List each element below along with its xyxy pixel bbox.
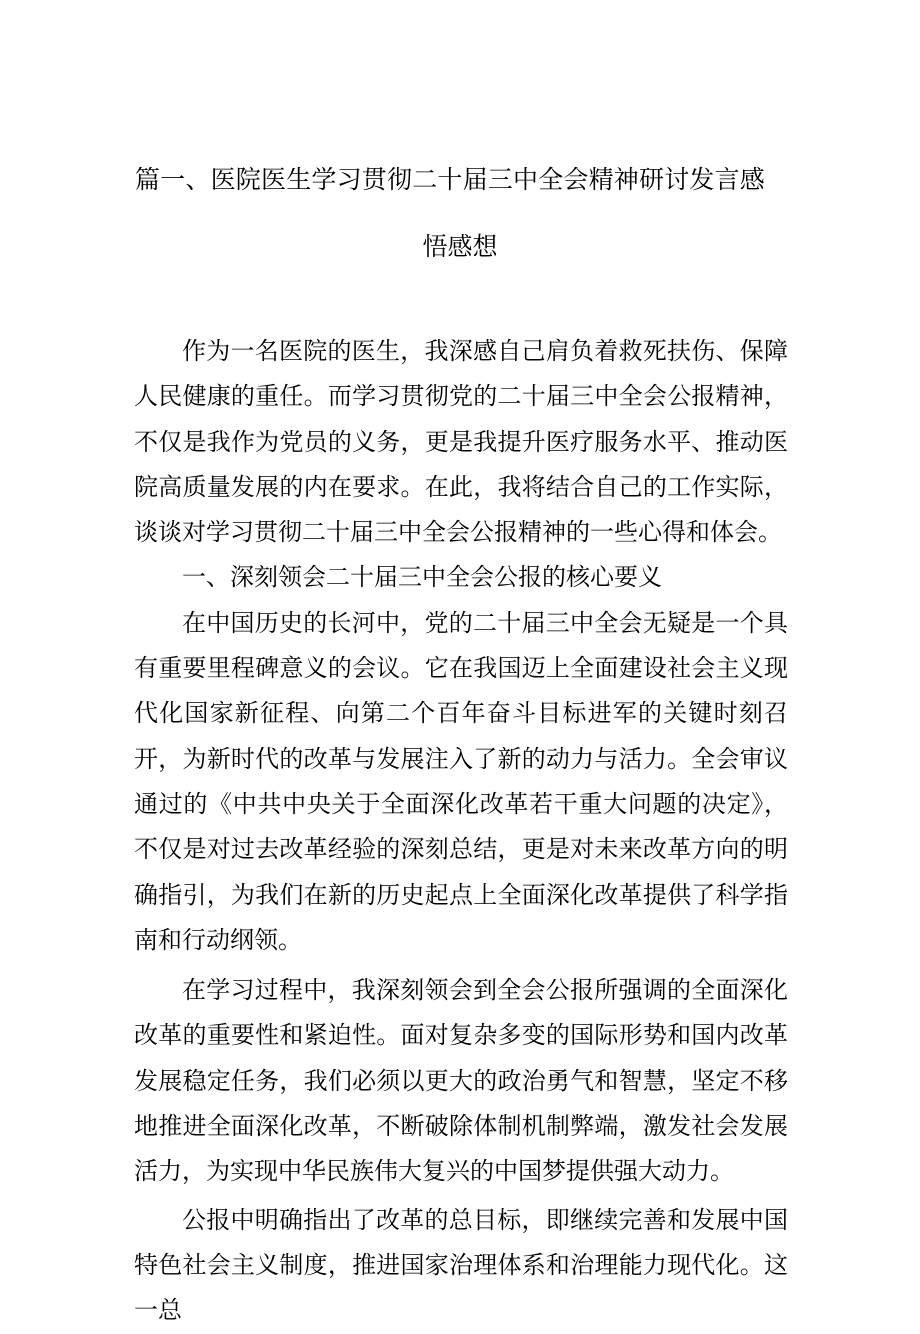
document-body [134,329,788,1334]
document-title-line-2: 悟感想 [422,232,498,261]
paragraph-learning-process: 在学习过程中，我深刻领会到全会公报所强调的全面深化改革的重要性和紧迫性。面对复杂多变的国际形势和国内改革发展稳定任务，我们必须以更大的政治勇气和智慧，坚定不移地推进全面深化改革，不断破除体制机制弊端，激发社会发展活力，为实现中华民族伟大复兴的中国梦提供强大动力。 [134,976,788,1186]
paragraph-plenum-significance: 在中国历史的长河中，党的二十届三中全会无疑是一个具有重要里程碑意义的会议。它在我国迈上全面建设社会主义现代化国家新征程、向第二个百年奋斗目标进军的关键时刻召开，为新时代的改革与发展注入了新的动力与活力。全会审议通过的《中共中央关于全面深化改革若干重大问题的决定》，不仅是对过去改革经验的深刻总结，更是对未来改革方向的明确指引，为我们在新的历史起点上全面深化改革提供了科学指南和行动纲领。 [134,608,788,954]
paragraph-reform-goal: 公报中明确指出了改革的总目标，即继续完善和发展中国特色社会主义制度，推进国家治理体系和治理能力现代化。这一总 [134,1205,788,1325]
paragraph-intro: 作为一名医院的医生，我深感自己肩负着救死扶伤、保障人民健康的重任。而学习贯彻党的二十届三中全会公报精神，不仅是我作为党员的义务，更是我提升医疗服务水平、推动医院高质量发展的内在要求。在此，我将结合自己的工作实际，谈谈对学习贯彻二十届三中全会公报精神的一些心得和体会。 [134,337,788,547]
section-heading-1: 一、深刻领会二十届三中全会公报的核心要义 [182,563,662,592]
document-title-line-1: 篇一、医院医生学习贯彻二十届三中全会精神研讨发言感 [135,165,766,194]
